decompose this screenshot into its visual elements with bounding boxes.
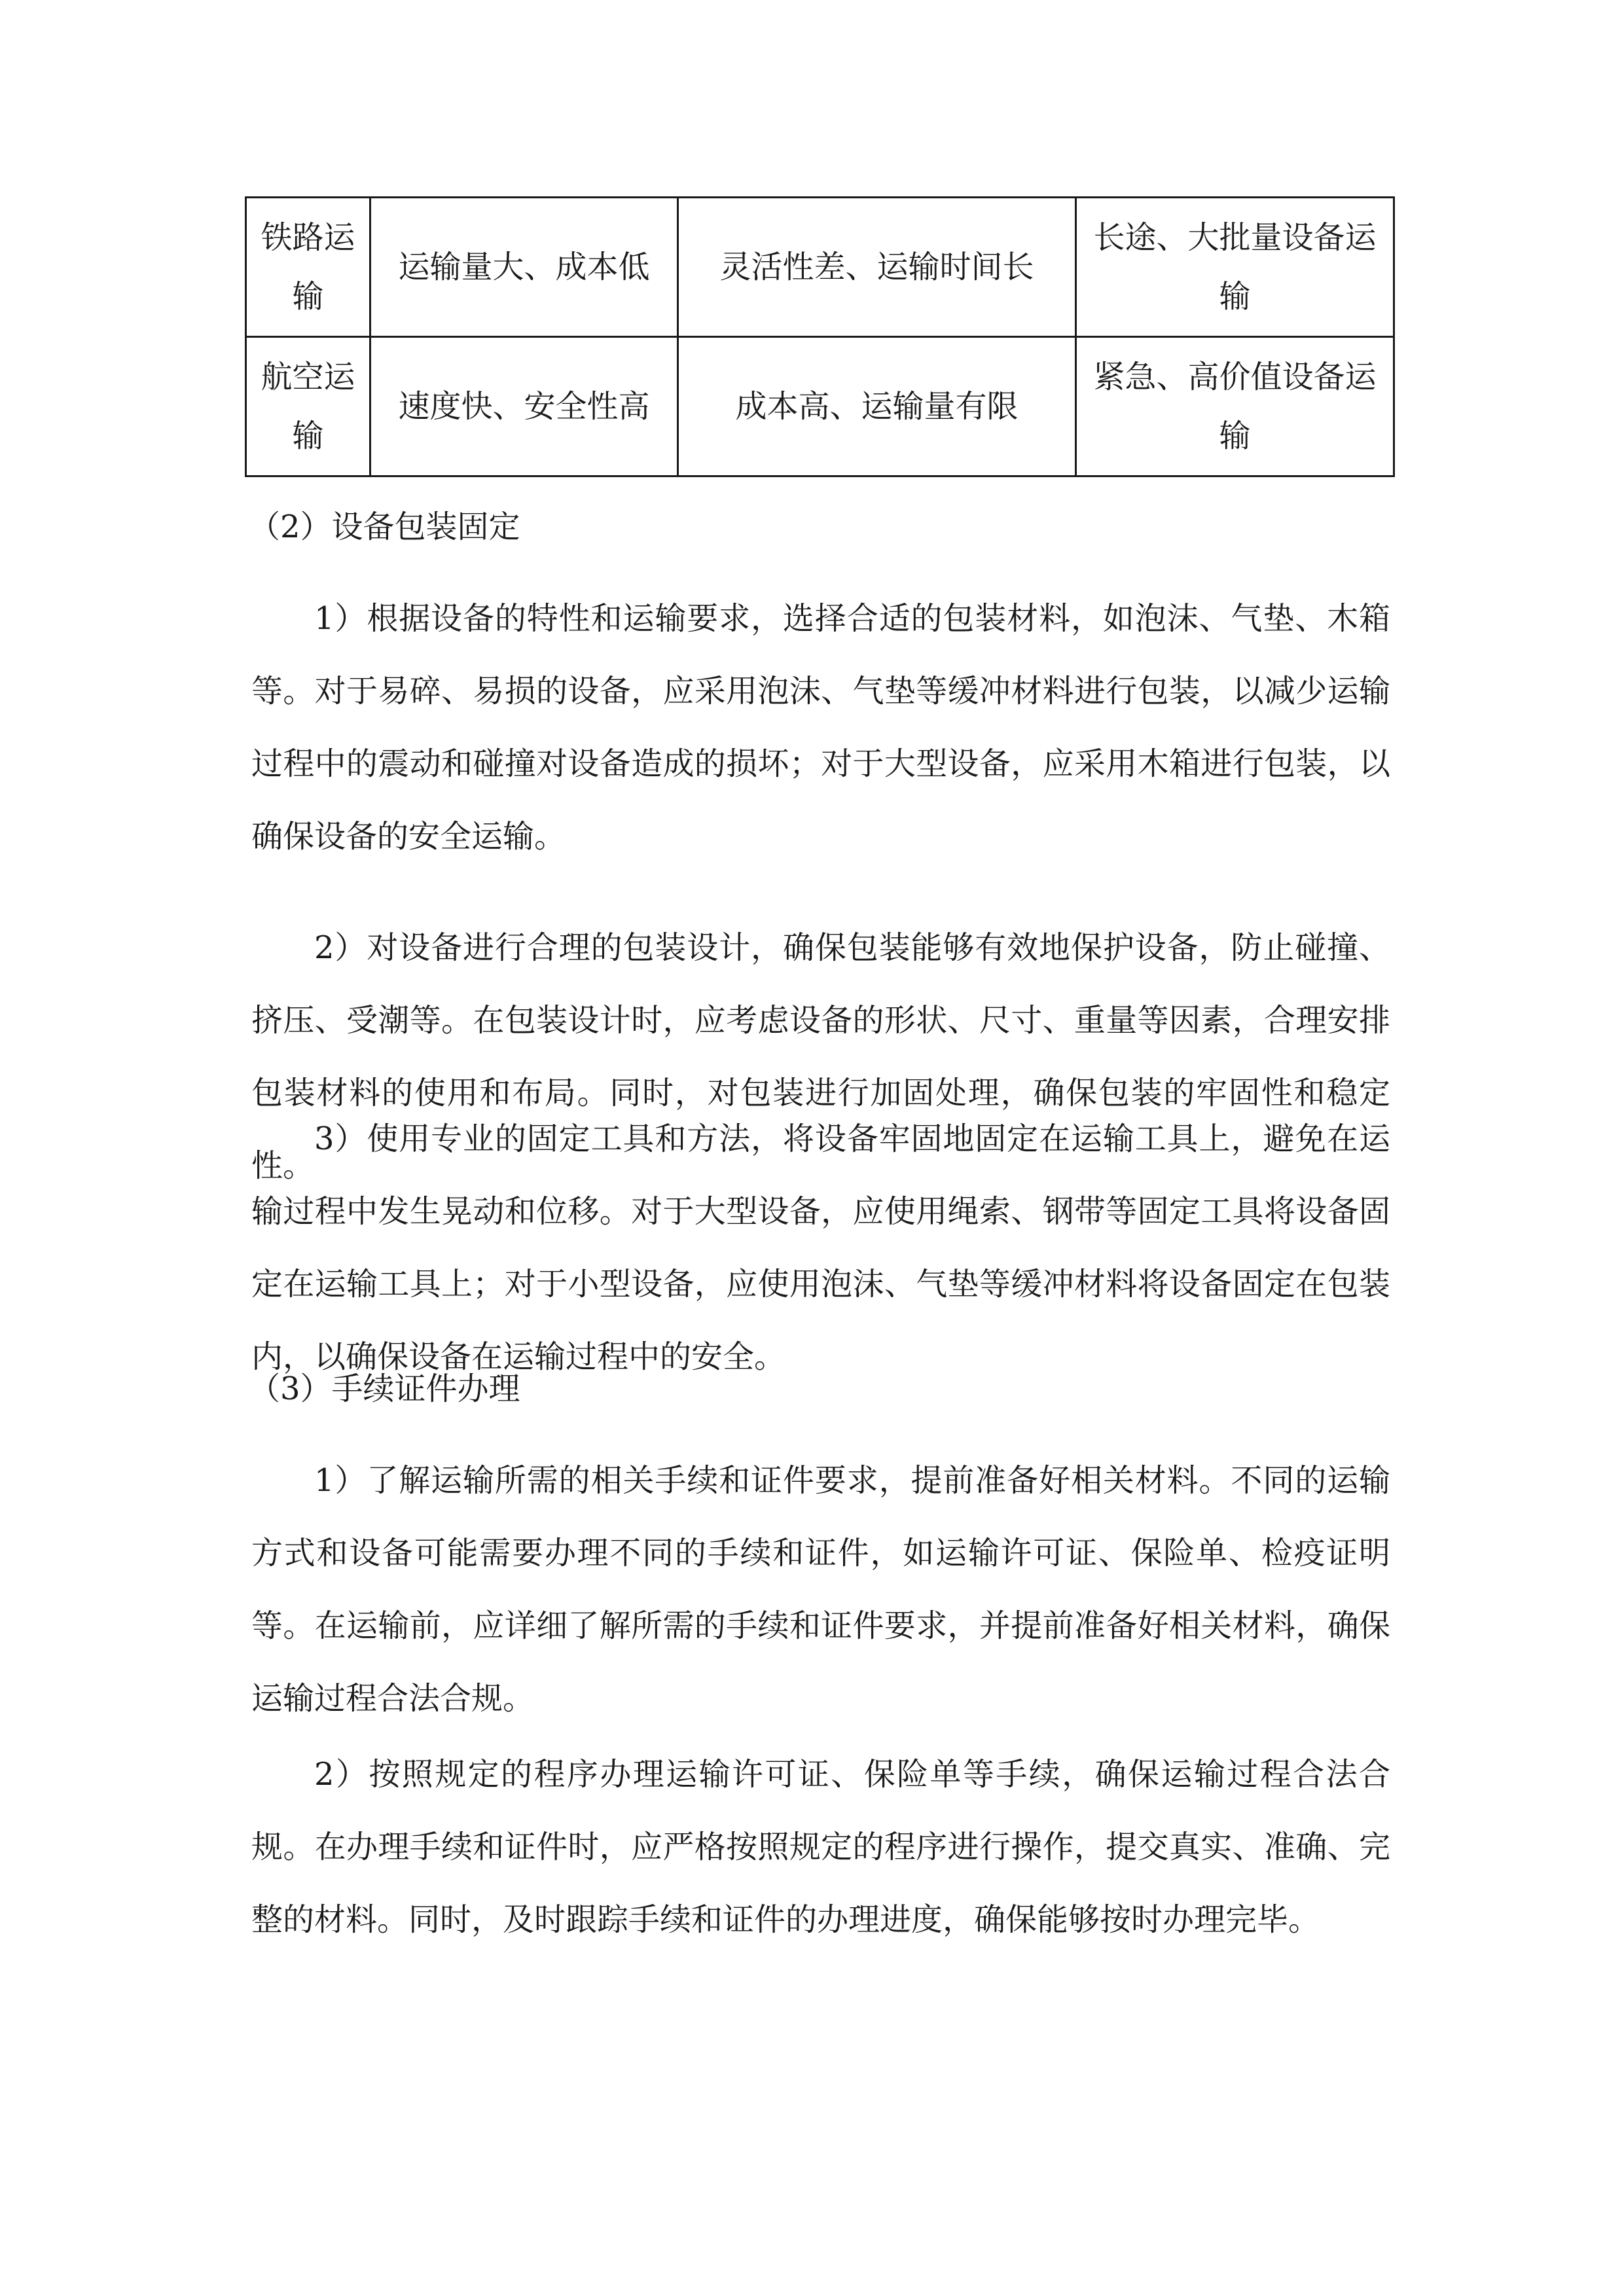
table-cell-advantages: 运输量大、成本低 — [370, 198, 678, 337]
table-cell-disadvantages: 灵活性差、运输时间长 — [678, 198, 1076, 337]
paragraph: 1）了解运输所需的相关手续和证件要求，提前准备好相关材料。不同的运输方式和设备可能需要办理不同的手续和证件，如运输许可证、保险单、检疫证明等。在运输前，应详细了解所需的手续和证件要求，并提前准备好相关材料，确保运输过程合法合规。 — [251, 1462, 1390, 1717]
table-cell-mode: 铁路运输 — [246, 198, 370, 337]
paragraph: 3）使用专业的固定工具和方法，将设备牢固地固定在运输工具上，避免在运输过程中发生晃动和位移。对于大型设备，应使用绳索、钢带等固定工具将设备固定在运输工具上；对于小型设备，应使用泡沫、气垫等缓冲材料将设备固定在包装内，以确保设备在运输过程中的安全。 — [251, 1121, 1390, 1375]
section-heading-permits: （3）手续证件办理 — [249, 1371, 520, 1407]
table-cell-mode: 航空运输 — [246, 337, 370, 476]
table-row — [246, 337, 1394, 476]
table-cell-advantages: 速度快、安全性高 — [370, 337, 678, 476]
section-heading-packaging: （2）设备包装固定 — [249, 509, 520, 545]
transport-comparison-table — [245, 196, 1395, 477]
table-cell-applicable: 紧急、高价值设备运输 — [1076, 337, 1394, 476]
paragraph: 2）按照规定的程序办理运输许可证、保险单等手续，确保运输过程合法合规。在办理手续和证件时，应严格按照规定的程序进行操作，提交真实、准确、完整的材料。同时，及时跟踪手续和证件的办理进度，确保能够按时办理完毕。 — [251, 1756, 1390, 1938]
table-cell-applicable: 长途、大批量设备运输 — [1076, 198, 1394, 337]
table-cell-disadvantages: 成本高、运输量有限 — [678, 337, 1076, 476]
paragraph: 2）对设备进行合理的包装设计，确保包装能够有效地保护设备，防止碰撞、挤压、受潮等。在包装设计时，应考虑设备的形状、尺寸、重量等因素，合理安排包装材料的使用和布局。同时，对包装进行加固处理，确保包装的牢固性和稳定性。 — [251, 929, 1390, 1184]
paragraph: 1）根据设备的特性和运输要求，选择合适的包装材料，如泡沫、气垫、木箱等。对于易碎、易损的设备，应采用泡沫、气垫等缓冲材料进行包装，以减少运输过程中的震动和碰撞对设备造成的损坏；对于大型设备，应采用木箱进行包装，以确保设备的安全运输。 — [251, 600, 1390, 855]
table-row — [246, 198, 1394, 337]
